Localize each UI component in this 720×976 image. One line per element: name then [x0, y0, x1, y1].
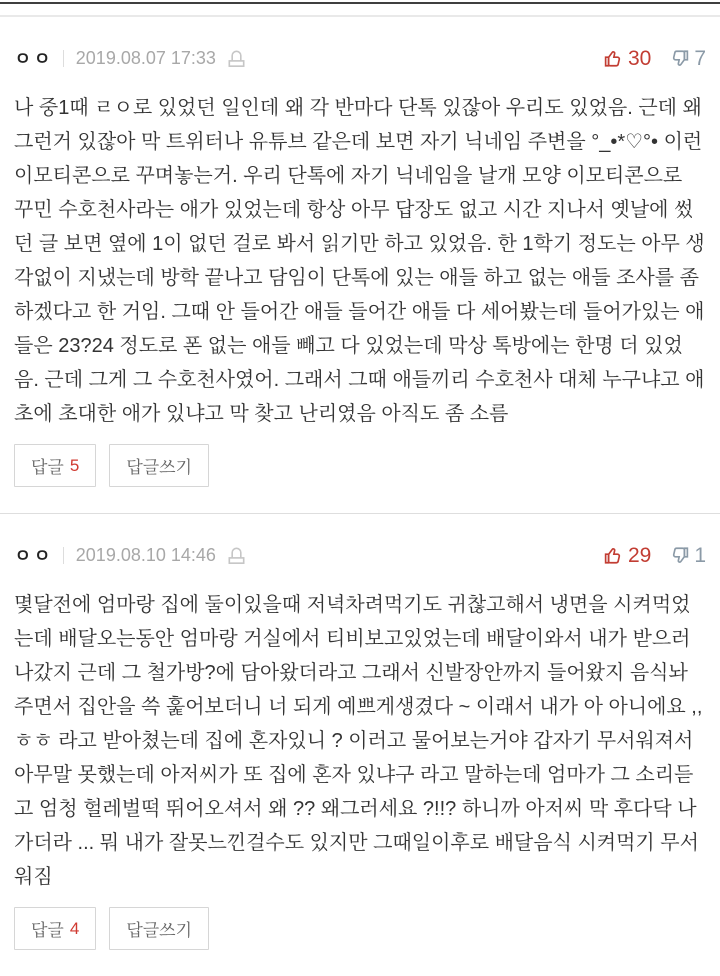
- anonymous-user-icon: [225, 47, 248, 70]
- write-reply-button[interactable]: [109, 907, 209, 950]
- comment-item: [0, 17, 720, 513]
- header-divider: [63, 50, 64, 67]
- upvote-button[interactable]: [603, 48, 651, 69]
- reply-actions: [14, 907, 706, 976]
- view-replies-button[interactable]: [14, 444, 96, 487]
- reply-label: 답글: [31, 921, 64, 940]
- top-border: [0, 2, 720, 4]
- comment-list: [0, 17, 720, 976]
- anonymous-user-icon: [225, 544, 248, 567]
- comment-item: [0, 514, 720, 976]
- comment-author[interactable]: ㅇㅇ: [14, 49, 53, 69]
- vote-controls: [603, 545, 706, 566]
- comment-timestamp: 2019.08.07 17:33: [75, 47, 216, 68]
- upvote-count: 29: [627, 543, 652, 567]
- write-reply-label: 답글쓰기: [126, 921, 193, 940]
- downvote-count: 1: [694, 543, 706, 567]
- write-reply-label: 답글쓰기: [126, 458, 193, 477]
- upvote-button[interactable]: [603, 545, 651, 566]
- comment-header: [14, 17, 706, 71]
- comment-header: [14, 514, 706, 568]
- reply-actions: [14, 444, 706, 513]
- thumbs-down-icon: [669, 48, 690, 69]
- upvote-count: 30: [627, 46, 652, 70]
- comment-timestamp: 2019.08.10 14:46: [75, 544, 216, 565]
- thumbs-down-icon: [669, 545, 690, 566]
- reply-count: 5: [69, 455, 80, 475]
- reply-label: 답글: [31, 458, 64, 477]
- view-replies-button[interactable]: [14, 907, 96, 950]
- comment-author[interactable]: ㅇㅇ: [14, 546, 53, 566]
- downvote-count: 7: [694, 46, 706, 70]
- comment-body: 나 중1때 ㄹㅇ로 있었던 일인데 왜 각 반마다 단톡 있잖아 우리도 있었음. 근데 왜 그런거 있잖아 막 트위터나 유튜브 같은데 보면 자기 닉네임 주변을 °_•*♡°• 이런 이모티콘으로 꾸며놓는거. 우리 단톡에 자기 닉네임을 날개 모양 이모티콘으로 꾸민 수호천사라는 애가 있었는데 항상 아무 답장도 없고 시간 지나서 옛날에 썼던 글 보면 옆에 1이 없던 걸로 봐서 읽기만 하고 있었음. 한 1학기 정도는 아무 생각없이 지냈는데 방학 끝나고 담임이 단톡에 있는 애들 하고 없는 애들 조사를 좀 하겠다고 한 거임. 그때 안 들어간 애들 들어간 애들 다 세어봤는데 들어가있는 애들은 23?24 정도로 폰 없는 애들 빼고 다 있었는데 막상 톡방에는 한명 더 있었음. 근데 그게 그 수호천사였어. 그래서 그때 애들끼리 수호천사 대체 누구냐고 애초에 초대한 애가 있냐고 막 찾고 난리였음 아직도 좀 소름: [14, 97, 705, 425]
- write-reply-button[interactable]: [109, 444, 209, 487]
- thumbs-up-icon: [603, 545, 624, 566]
- reply-count: 4: [69, 918, 80, 938]
- vote-controls: [603, 48, 706, 69]
- downvote-button[interactable]: [669, 48, 706, 69]
- comment-body: 몇달전에 엄마랑 집에 둘이있을때 저녁차려먹기도 귀찮고해서 냉면을 시켜먹었는데 배달오는동안 엄마랑 거실에서 티비보고있었는데 배달이와서 내가 받으러나갔지 근데 그 철가방?에 담아왔더라고 그래서 신발장안까지 들어왔지 음식놔주면서 집안을 쓱 훑어보더니 너 되게 예쁘게생겼다 ~ 이래서 내가 아 아니에요 ,,ㅎㅎ 라고 받아쳤는데 집에 혼자있니 ? 이러고 물어보는거야 갑자기 무서워져서 아무말 못했는데 아저씨가 또 집에 혼자 있냐구 라고 말하는데 엄마가 그 소리듣고 엄청 헐레벌떡 뛰어오셔서 왜 ?? 왜그러세요 ?!!? 하니까 아저씨 막 후다닥 나가더라 ... 뭐 내가 잘못느낀걸수도 있지만 그때일이후로 배달음식 시켜먹기 무서워짐: [14, 594, 703, 888]
- thumbs-up-icon: [603, 48, 624, 69]
- header-divider: [63, 547, 64, 564]
- downvote-button[interactable]: [669, 545, 706, 566]
